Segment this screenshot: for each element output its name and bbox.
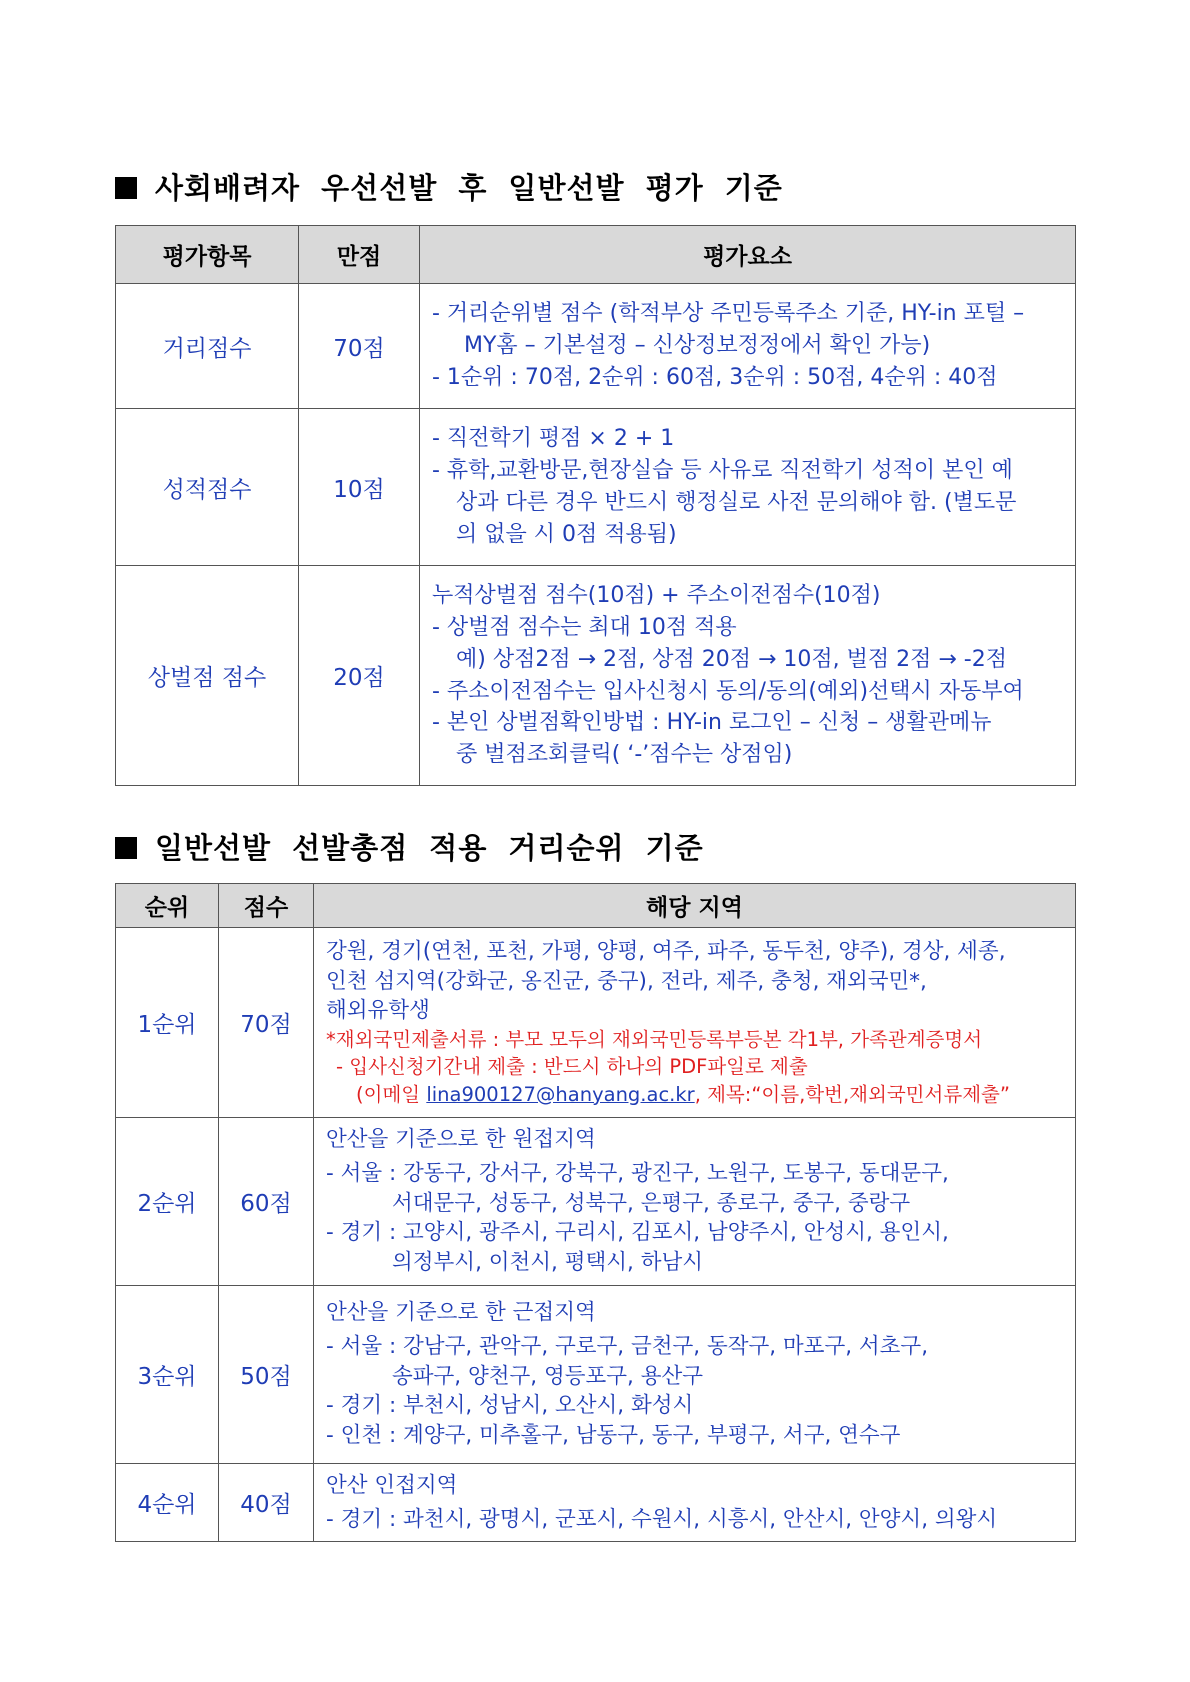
email-link[interactable]: lina900127@hanyang.ac.kr xyxy=(426,1082,695,1106)
header-region: 해당 지역 xyxy=(314,884,1076,928)
header-max-score: 만점 xyxy=(299,226,420,284)
row-elements: 누적상벌점 점수(10점) + 주소이전점수(10점) - 상벌점 점수는 최대 10점 적용 예) 상점2점 → 2점, 상점 20점 → 10점, 벌점 2점 → -2점 - 주소이전점수는 입사신청시 동의/동의(예외)선택시 자동부여 - 본인 상벌점확인방법 : HY-in 로그인 – 신청 – 생활관메뉴 중 벌점조회클릭( ‘-’점수는 상점임) xyxy=(420,566,1076,786)
table-row xyxy=(116,928,1076,1118)
table-row xyxy=(116,1464,1076,1542)
distance-rank-table xyxy=(115,883,1076,1542)
section-title-distance-rank: 일반선발 선발총점 적용 거리순위 기준 xyxy=(115,826,704,867)
table-row xyxy=(116,409,1076,566)
row-elements: - 거리순위별 점수 (학적부상 주민등록주소 기준, HY-in 포털 – MY홈 – 기본설정 – 신상정보정정에서 확인 가능) - 1순위 : 70점, 2순위 : 60점, 3순위 : 50점, 4순위 : 40점 xyxy=(420,284,1076,409)
table-row xyxy=(116,284,1076,409)
header-item: 평가항목 xyxy=(116,226,299,284)
row-item: 상벌점 점수 xyxy=(116,566,299,786)
row-item: 성적점수 xyxy=(116,409,299,566)
row-score: 70점 xyxy=(299,284,420,409)
table-row xyxy=(116,1286,1076,1464)
table-header-row xyxy=(116,226,1076,284)
row-rank: 1순위 xyxy=(116,928,219,1118)
row-score: 10점 xyxy=(299,409,420,566)
row-score: 70점 xyxy=(219,928,314,1118)
header-score: 점수 xyxy=(219,884,314,928)
row-score: 20점 xyxy=(299,566,420,786)
table-header-row xyxy=(116,884,1076,928)
document-notice: *재외국민제출서류 : 부모 모두의 재외국민등록부등본 각1부, 가족관계증명서 - 입사신청기간내 제출 : 반드시 하나의 PDF파일로 제출 (이메일 lina900127@hanyang.ac.kr, 제목:“이름,학번,재외국민서류제출” xyxy=(326,1028,1010,1106)
square-bullet-icon xyxy=(115,837,137,859)
row-rank: 3순위 xyxy=(116,1286,219,1464)
row-score: 50점 xyxy=(219,1286,314,1464)
row-region: 안산을 기준으로 한 근접지역 - 서울 : 강남구, 관악구, 구로구, 금천구, 동작구, 마포구, 서초구, 송파구, 양천구, 영등포구, 용산구 - 경기 : 부천시, 성남시, 오산시, 화성시 - 인천 : 계양구, 미추홀구, 남동구, 동구, 부평구, 서구, 연수구 xyxy=(314,1286,1076,1464)
square-bullet-icon xyxy=(115,177,137,199)
row-item: 거리점수 xyxy=(116,284,299,409)
section-title-evaluation: 사회배려자 우선선발 후 일반선발 평가 기준 xyxy=(115,166,783,207)
row-rank: 2순위 xyxy=(116,1118,219,1286)
header-rank: 순위 xyxy=(116,884,219,928)
row-region: 강원, 경기(연천, 포천, 가평, 양평, 여주, 파주, 동두천, 양주), 경상, 세종, 인천 섬지역(강화군, 옹진군, 중구), 전라, 제주, 충청, 재외국민*, 해외유학생 *재외국민제출서류 : 부모 모두의 재외국민등록부등본 각1부, 가족관계증명서 - 입사신청기간내 제출 : 반드시 하나의 PDF파일로 제출 (이메일 lina900127@hanyang.ac.kr, 제목:“이름,학번,재외국민서류제출” xyxy=(314,928,1076,1118)
row-score: 60점 xyxy=(219,1118,314,1286)
table-row xyxy=(116,1118,1076,1286)
row-score: 40점 xyxy=(219,1464,314,1542)
row-elements: - 직전학기 평점 × 2 + 1 - 휴학,교환방문,현장실습 등 사유로 직전학기 성적이 본인 예 상과 다른 경우 반드시 행정실로 사전 문의해야 함. (별도문 의 없을 시 0점 적용됨) xyxy=(420,409,1076,566)
evaluation-criteria-table xyxy=(115,225,1076,786)
row-rank: 4순위 xyxy=(116,1464,219,1542)
table-row xyxy=(116,566,1076,786)
row-region: 안산 인접지역 - 경기 : 과천시, 광명시, 군포시, 수원시, 시흥시, 안산시, 안양시, 의왕시 xyxy=(314,1464,1076,1542)
row-region: 안산을 기준으로 한 원접지역 - 서울 : 강동구, 강서구, 강북구, 광진구, 노원구, 도봉구, 동대문구, 서대문구, 성동구, 성북구, 은평구, 종로구, 중구, 중랑구 - 경기 : 고양시, 광주시, 구리시, 김포시, 남양주시, 안성시, 용인시, 의정부시, 이천시, 평택시, 하남시 xyxy=(314,1118,1076,1286)
header-elements: 평가요소 xyxy=(420,226,1076,284)
